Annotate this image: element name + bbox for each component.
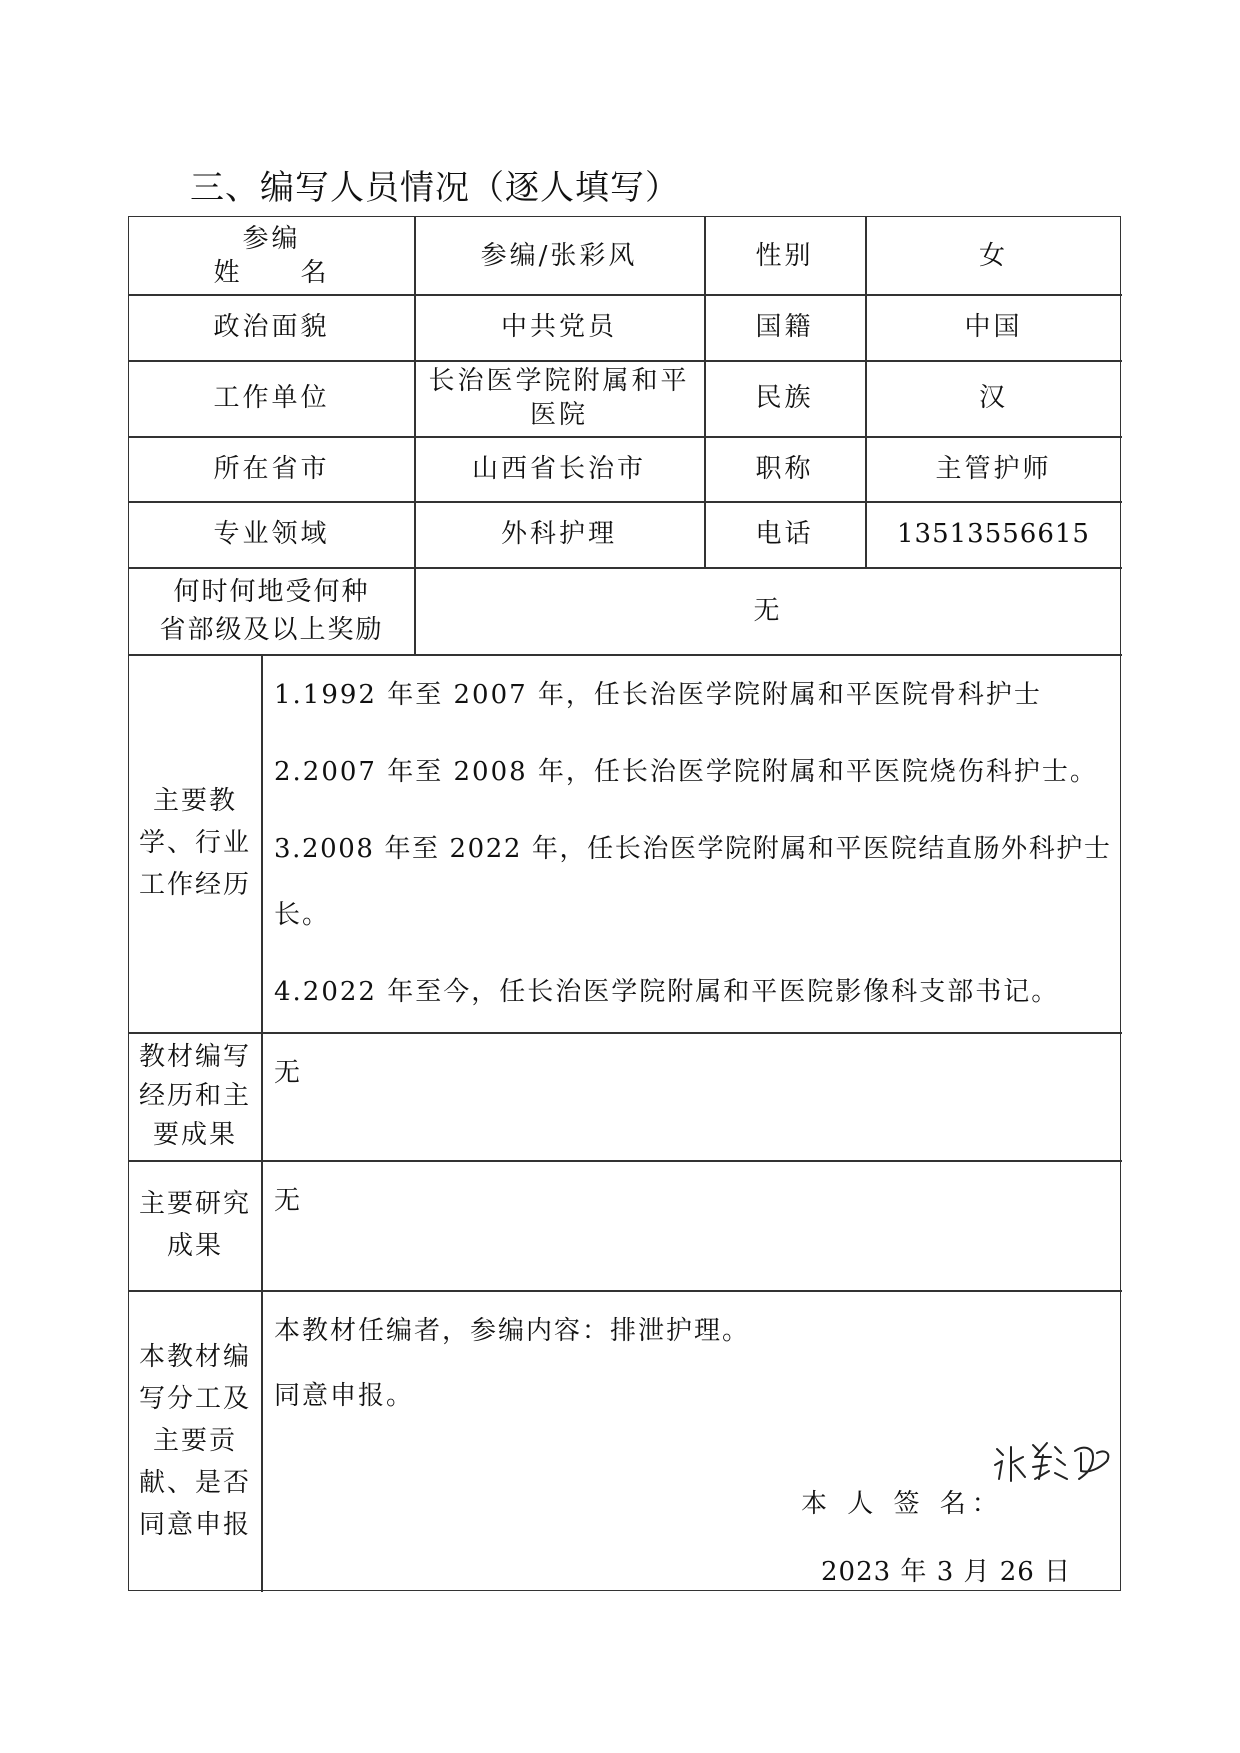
role-description: 本教材任编者，参编内容：排泄护理。: [274, 1316, 751, 1346]
row-divider: [129, 1290, 1122, 1292]
political-status-value: 中共党员: [500, 312, 617, 342]
role-label-line: 本教材编: [138, 1342, 251, 1372]
research-label-line: 主要研究: [138, 1189, 251, 1219]
work-unit-line: 医院: [529, 400, 588, 430]
textbook-label-line: 经历和主: [138, 1080, 251, 1111]
political-status-label: 政治面貌: [213, 312, 330, 342]
name-value: 参编/张彩风: [480, 240, 638, 271]
experience-item: 2.2007 年至 2008 年，任长治医学院附属和平医院烧伤科护士。: [274, 757, 1098, 787]
textbook-value: 无: [274, 1058, 303, 1088]
specialty-value: 外科护理: [500, 519, 617, 549]
role-label-line: 主要贡: [152, 1426, 237, 1456]
title-value: 主管护师: [935, 453, 1052, 484]
gender-label: 性别: [755, 240, 814, 271]
awards-label-line: 何时何地受何种: [173, 576, 370, 607]
role-label-line: 写分工及: [138, 1384, 251, 1414]
name-text-label: 姓 名: [213, 257, 330, 288]
consent-statement: 同意申报。: [274, 1381, 415, 1411]
work-unit-line: 长治医学院附属和平: [428, 366, 690, 396]
phone-value: 13513556615: [897, 519, 1090, 549]
col-divider: [261, 654, 263, 1592]
work-unit-value: [414, 360, 704, 436]
experience-item: 4.2022 年至今，任长治医学院附属和平医院影像科支部书记。: [274, 977, 1060, 1007]
row-divider: [129, 1160, 1122, 1162]
experience-item: 1.1992 年至 2007 年，任长治医学院附属和平医院骨科护士: [274, 680, 1042, 710]
signature-label: 本 人 签 名：: [801, 1489, 1004, 1519]
awards-label-line: 省部级及以上奖励: [159, 614, 384, 645]
experience-item: 长。: [274, 900, 331, 930]
textbook-label-line: 要成果: [152, 1119, 237, 1150]
research-label: [129, 1160, 261, 1290]
specialty-label: 专业领域: [213, 519, 330, 549]
work-unit-label: 工作单位: [213, 383, 330, 413]
phone-label: 电话: [755, 519, 814, 549]
handwritten-signature: [989, 1435, 1119, 1495]
personnel-info-table: [128, 216, 1121, 1591]
textbook-label: [129, 1032, 261, 1160]
province-city-label: 所在省市: [213, 453, 330, 484]
name-label: [129, 217, 414, 294]
signature-date: 2023 年 3 月 26 日: [821, 1557, 1072, 1587]
role-label-line: 献、是否: [138, 1468, 251, 1498]
experience-label: [129, 654, 261, 1032]
awards-value: 无: [753, 595, 783, 626]
row-divider: [129, 1032, 1122, 1034]
gender-value: 女: [978, 240, 1008, 271]
section-title: 三、编写人员情况（逐人填写）: [190, 168, 680, 208]
experience-label-line: 学、行业: [138, 828, 251, 858]
research-value: 无: [274, 1186, 303, 1216]
nationality-label: 国籍: [755, 312, 814, 342]
experience-label-line: 工作经历: [138, 870, 251, 900]
experience-list: [274, 654, 1114, 1032]
research-label-line: 成果: [166, 1231, 223, 1261]
province-city-value: 山西省长治市: [471, 453, 646, 484]
awards-label: [129, 567, 414, 654]
experience-item: 3.2008 年至 2022 年，任长治医学院附属和平医院结直肠外科护士: [274, 834, 1112, 864]
experience-label-line: 主要教: [152, 786, 237, 816]
ethnicity-value: 汉: [978, 383, 1008, 413]
role-label-line: 同意申报: [138, 1510, 251, 1540]
textbook-label-line: 教材编写: [138, 1041, 251, 1072]
ethnicity-label: 民族: [755, 383, 814, 413]
role-label: [129, 1290, 261, 1592]
title-label: 职称: [755, 453, 814, 484]
name-role-label: 参编: [242, 223, 301, 254]
nationality-value: 中国: [964, 312, 1023, 342]
